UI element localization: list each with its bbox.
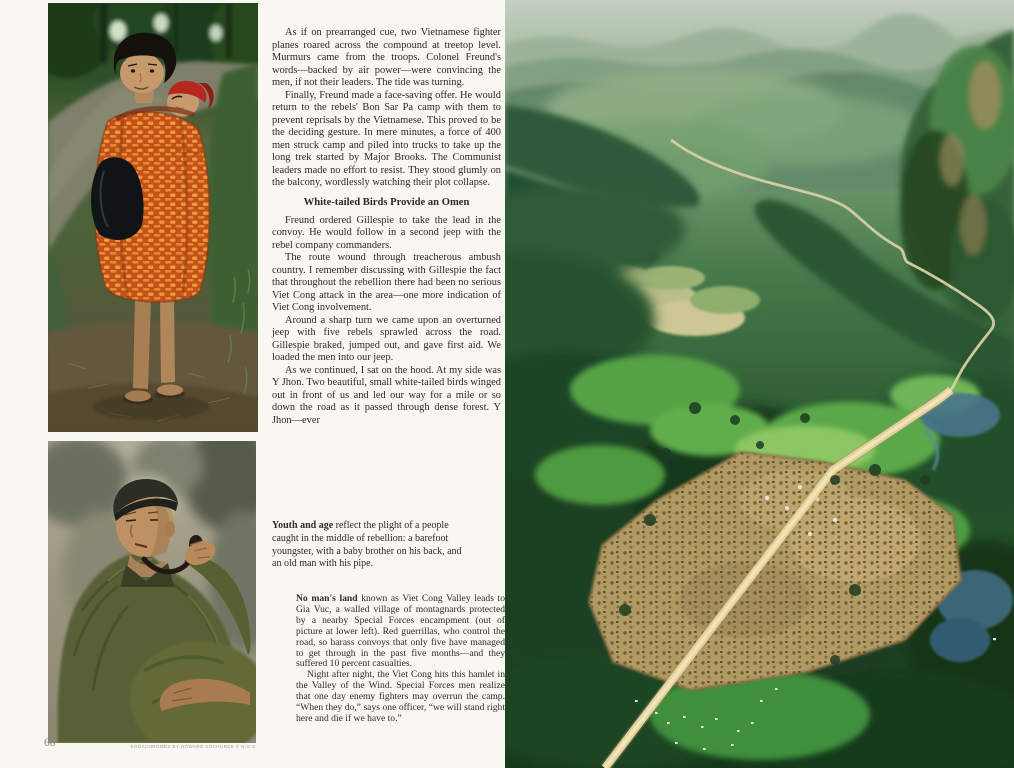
article-paragraph: As if on prearranged cue, two Vietnamese fighter planes roared across the compound at treetop level. Murmurs came from the troops. Colonel Freund's words—backed by air power—were convincing the men, if not their leaders. The tide was turning. [272, 27, 501, 88]
caption-lead-in: No man's land [296, 593, 358, 604]
caption-text: known as Viet Cong Valley leads to Gia Vuc, a walled village of montagnards protected by a nearby Special Forces encampment (out of picture at lower left). Red guerrillas, who control the road, so harass convoys that only five have managed to get through in the past five months—and they suffered 10 percent casualties. [296, 593, 505, 670]
article-paragraph: The route wound through treacherous ambush country. I remember discussing with Gillespie the fact that throughout the rebellion there had been no serious Viet Cong attack in the area—one more indication of Viet Cong involvement. [272, 252, 501, 313]
article-paragraph: As we continued, I sat on the hood. At my side was Y Jhon. Two beautiful, small white-tailed birds winged out in front of us and led our way for a mile or so down the road as it passed through dense forest. Y Jhon—ever [272, 364, 501, 426]
photo-credit-line: KODACHROMES BY HOWARD SOCHUREK © N.G.S. [130, 744, 257, 749]
article-paragraph: Finally, Freund made a face-saving offer. He would return to the rebels' Bon Sar Pa camp with them to prevent reprisals by the Vietnamese. This proved to be the deciding gesture. In mere minutes, a force of 400 men struck camp and piled into trucks to take up the long trek started by Major Brooks. The Communist leaders made no effort to resist. They stood glumly on the balcony, wordlessly watching their plot collapse. [272, 89, 501, 188]
article-paragraph: Freund ordered Gillespie to take the lead in the convoy. He would follow in a second jeep with the rebel company commanders. [272, 214, 501, 251]
section-heading: White-tailed Birds Provide an Omen [303, 196, 470, 208]
page-number: 60 [44, 737, 56, 749]
caption-lead-in: Youth and age [272, 520, 334, 531]
ground-shadow [93, 394, 209, 420]
boy-face [120, 53, 164, 93]
article-paragraph: Around a sharp turn we came upon an overturned jeep with five rebels sprawled across the road. Gillespie braked, jumped out, and gave first aid. We loaded the men into our jeep. [272, 314, 501, 363]
article-text-column [272, 27, 501, 427]
caption-no-mans-land [296, 594, 505, 725]
boy-photo-illustration [48, 3, 258, 432]
old-man-photo-illustration [48, 441, 256, 743]
caption-youth-and-age [272, 520, 470, 571]
caption-paragraph: Night after night, the Viet Cong hits this hamlet in the Valley of the Wind. Special Forces men realize that one day enemy fighters may overrun the camp. “When they do,” says one officer, “we will stand right here and die if we have to.” [296, 669, 505, 724]
aerial-valley-illustration [505, 0, 1014, 768]
photo-boy-with-baby [48, 3, 258, 432]
photo-old-man-with-pipe [48, 441, 256, 743]
photo-aerial-valley [505, 0, 1014, 768]
caption-text: reflect the plight of a people caught in the middle of rebellion: a barefoot youngster, with a baby brother on his back, and an old man with his pipe. [272, 520, 462, 570]
caption-paragraph [296, 594, 505, 670]
